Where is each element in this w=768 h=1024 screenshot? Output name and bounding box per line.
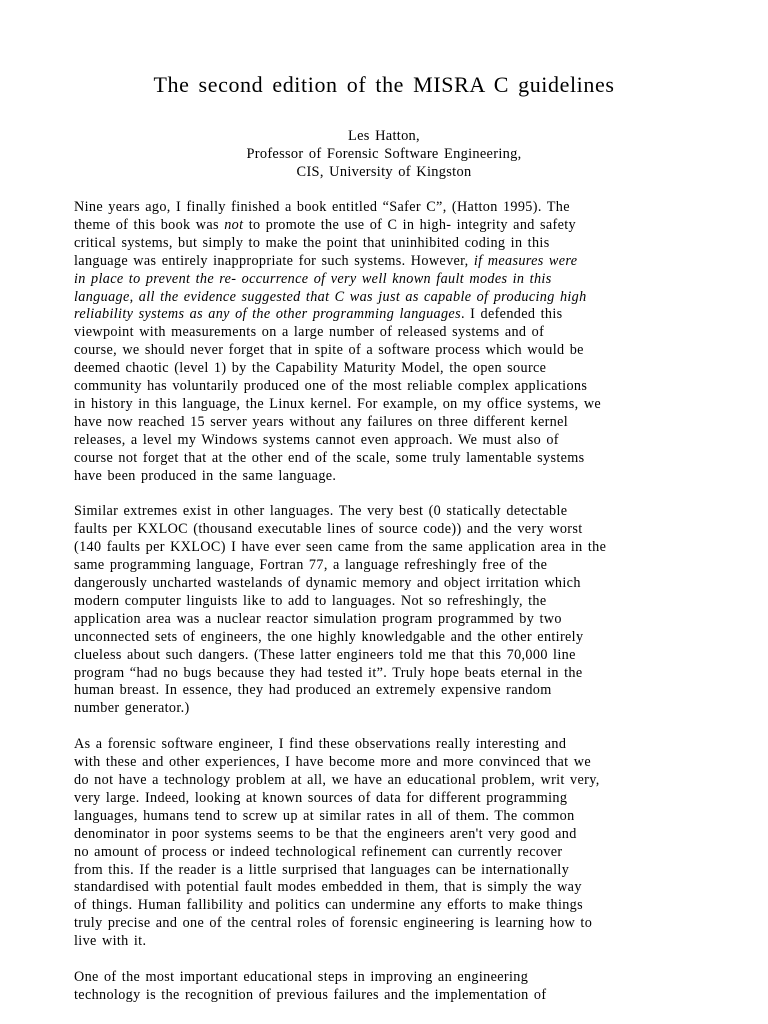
author-name: Les Hatton, — [348, 128, 420, 144]
text-segment: unconnected sets of engineers, the one highly knowledgable and the other entirely — [74, 628, 584, 645]
text-segment: language was entirely inappropriate for such systems. However, — [74, 252, 474, 269]
text-segment: One of the most important educational steps in improving an engineering — [74, 968, 529, 985]
text-segment: course, we should never forget that in spite of a software process which would be — [74, 342, 584, 359]
text-segment: have now reached 15 server years without any failures on three different kernel — [74, 413, 569, 430]
text-line — [74, 665, 694, 683]
text-segment: in history in this language, the Linux kernel. For example, on my office systems, we — [74, 395, 602, 412]
text-segment: (140 faults per KXLOC) I have ever seen came from the same application area in the — [74, 539, 607, 556]
text-line — [74, 557, 694, 575]
text-line — [74, 915, 694, 933]
text-segment: do not have a technology problem at all, we have an educational problem, writ very, — [74, 771, 600, 788]
italic-text: language, all the evidence suggested that C was just as capable of producing high — [74, 288, 587, 305]
text-segment: human breast. In essence, they had produced an extremely expensive random — [74, 682, 552, 699]
text-line — [74, 306, 694, 324]
text-line — [74, 271, 694, 289]
text-segment: modern computer linguists like to add to languages. Not so refreshingly, the — [74, 592, 547, 609]
author-affiliation: CIS, University of Kingston — [296, 164, 472, 180]
text-line — [74, 969, 694, 987]
text-line — [74, 450, 694, 468]
text-segment: theme of this book was — [74, 216, 225, 233]
text-line — [74, 414, 694, 432]
italic-text: in place to prevent the re- occurrence of very well known fault modes in this — [74, 270, 552, 287]
text-segment: As a forensic software engineer, I find these observations really interesting and — [74, 736, 567, 753]
text-segment: truly precise and one of the central roles of forensic engineering is learning how to — [74, 915, 593, 932]
text-segment: critical systems, but simply to make the point that uninhibited coding in this — [74, 234, 550, 251]
text-line — [74, 521, 694, 539]
text-line — [74, 754, 694, 772]
author-block — [0, 127, 768, 181]
text-line — [74, 862, 694, 880]
paragraph — [74, 503, 694, 718]
text-line — [74, 360, 694, 378]
text-line — [74, 593, 694, 611]
text-line — [74, 199, 694, 217]
text-segment: denominator in poor systems seems to be that the engineers aren't very good and — [74, 825, 577, 842]
text-line — [74, 987, 694, 1005]
text-line — [74, 879, 694, 897]
text-segment: faults per KXLOC (thousand executable lines of source code)) and the very worst — [74, 521, 583, 538]
text-line — [74, 682, 694, 700]
text-segment: same programming language, Fortran 77, a language refreshingly free of the — [74, 557, 548, 574]
text-line — [74, 790, 694, 808]
text-line — [74, 289, 694, 307]
text-line — [74, 253, 694, 271]
text-segment: . I defended this — [460, 306, 563, 323]
text-line — [74, 396, 694, 414]
text-segment: community has voluntarily produced one of the most reliable complex applications — [74, 378, 588, 395]
text-segment: Similar extremes exist in other languages. The very best (0 statically detectable — [74, 503, 568, 520]
text-line — [74, 629, 694, 647]
italic-text: not — [224, 216, 244, 233]
text-segment: live with it. — [74, 933, 147, 950]
text-line — [74, 235, 694, 253]
text-line — [74, 736, 694, 754]
text-segment: program “had no bugs because they had tested it”. Truly hope beats eternal in the — [74, 664, 583, 681]
text-line — [74, 575, 694, 593]
text-line — [74, 378, 694, 396]
text-line — [74, 772, 694, 790]
text-line — [74, 844, 694, 862]
text-segment: of things. Human fallibility and politics can undermine any efforts to make things — [74, 897, 583, 914]
text-segment: viewpoint with measurements on a large number of released systems and of — [74, 324, 545, 341]
italic-text: if measures were — [473, 252, 578, 269]
author-position: Professor of Forensic Software Engineering, — [246, 146, 522, 162]
text-segment: application area was a nuclear reactor simulation program programmed by two — [74, 610, 562, 627]
paragraph — [74, 736, 694, 951]
text-segment: from this. If the reader is a little surprised that languages can be internationally — [74, 861, 570, 878]
body-text — [74, 199, 694, 1023]
text-line — [74, 611, 694, 629]
text-segment: clueless about such dangers. (These latter engineers told me that this 70,000 line — [74, 646, 576, 663]
text-line — [74, 700, 694, 718]
text-line — [74, 324, 694, 342]
paragraph — [74, 199, 694, 486]
text-line — [74, 647, 694, 665]
document-title: The second edition of the MISRA C guidelines — [153, 72, 615, 97]
text-line — [74, 897, 694, 915]
text-segment: standardised with potential fault modes embedded in them, that is simply the way — [74, 879, 582, 896]
text-line — [74, 432, 694, 450]
text-segment: have been produced in the same language. — [74, 467, 337, 484]
text-segment: to promote the use of C in high- integrity and safety — [243, 216, 576, 233]
italic-text: reliability systems as any of the other programming languages — [74, 306, 461, 323]
text-line — [74, 342, 694, 360]
paragraph — [74, 969, 694, 1005]
text-line — [74, 217, 694, 235]
text-segment: very large. Indeed, looking at known sources of data for different programming — [74, 789, 568, 806]
text-line — [74, 808, 694, 826]
text-segment: deemed chaotic (level 1) by the Capability Maturity Model, the open source — [74, 360, 547, 377]
text-segment: dangerously uncharted wastelands of dynamic memory and object irritation which — [74, 575, 581, 592]
text-segment: languages, humans tend to screw up at similar rates in all of them. The common — [74, 807, 575, 824]
text-line — [74, 539, 694, 557]
text-segment: number generator.) — [74, 700, 190, 717]
text-line — [74, 826, 694, 844]
text-segment: technology is the recognition of previous failures and the implementation of — [74, 986, 547, 1003]
text-segment: course not forget that at the other end of the scale, some truly lamentable systems — [74, 449, 585, 466]
text-segment: releases, a level my Windows systems cannot even approach. We must also of — [74, 431, 559, 448]
text-line — [74, 503, 694, 521]
text-segment: no amount of process or indeed technological refinement can currently recover — [74, 843, 563, 860]
text-line — [74, 933, 694, 951]
text-line — [74, 468, 694, 486]
text-segment: with these and other experiences, I have become more and more convinced that we — [74, 754, 591, 771]
text-segment: Nine years ago, I finally finished a book entitled “Safer C”, (Hatton 1995). The — [74, 199, 570, 215]
